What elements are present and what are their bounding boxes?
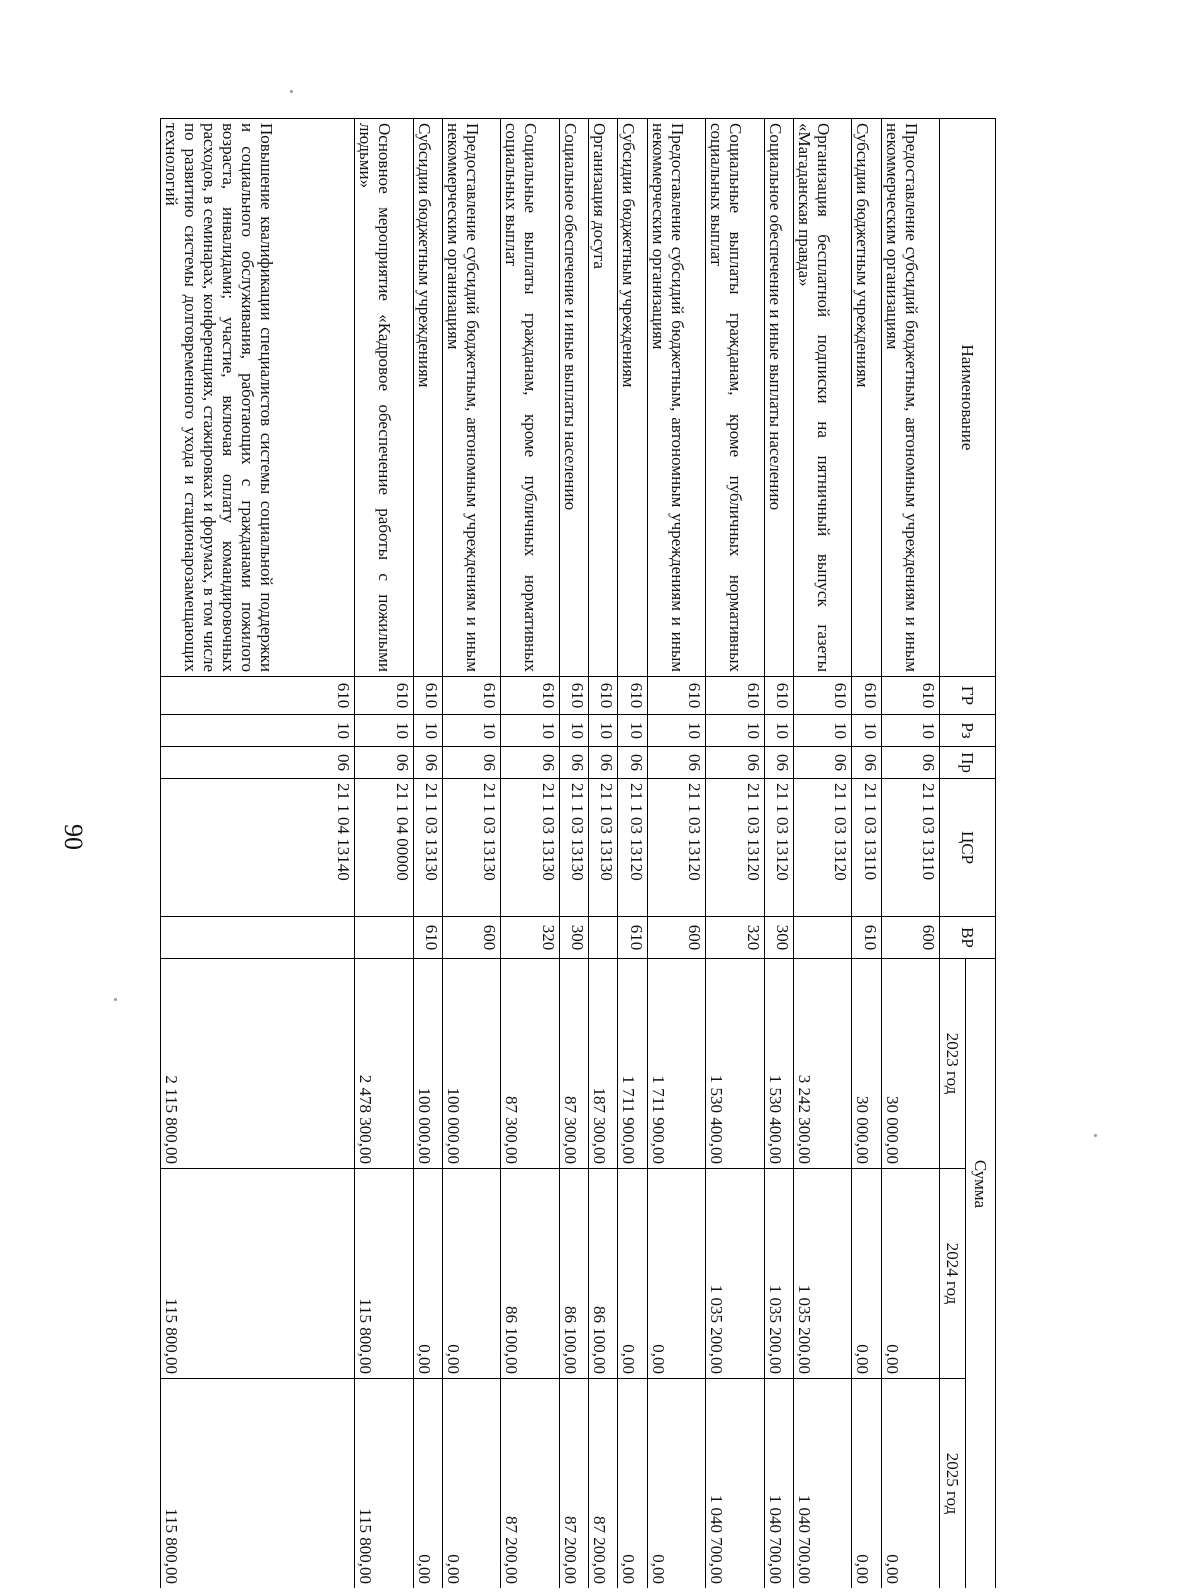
header-sum: Сумма bbox=[966, 959, 996, 1589]
cell-pr: 06 bbox=[618, 747, 647, 779]
cell-2025: 0,00 bbox=[618, 1379, 647, 1589]
cell-name: Организация бесплатной подписки на пятничный выпуск газеты «Магаданская правда» bbox=[793, 119, 851, 677]
table-row bbox=[161, 119, 355, 1589]
table-body bbox=[161, 119, 940, 1589]
table-row bbox=[355, 119, 413, 1589]
header-pr: Пр bbox=[940, 747, 996, 779]
cell-2025: 1 040 700,00 bbox=[764, 1379, 793, 1589]
cell-2025: 87 200,00 bbox=[589, 1379, 618, 1589]
cell-2023: 1 711 900,00 bbox=[618, 959, 647, 1169]
header-2025: 2025 год bbox=[940, 1379, 966, 1589]
cell-2024: 0,00 bbox=[442, 1169, 500, 1379]
cell-2024: 115 800,00 bbox=[161, 1169, 355, 1379]
cell-rz: 10 bbox=[442, 715, 500, 747]
cell-vr: 300 bbox=[764, 917, 793, 959]
cell-rz: 10 bbox=[764, 715, 793, 747]
cell-2024: 86 100,00 bbox=[559, 1169, 588, 1379]
cell-csr: 21 1 03 13130 bbox=[589, 779, 618, 917]
header-2024: 2024 год bbox=[940, 1169, 966, 1379]
cell-rz: 10 bbox=[413, 715, 442, 747]
table-row bbox=[793, 119, 851, 1589]
cell-gr: 610 bbox=[852, 677, 881, 715]
table-row bbox=[764, 119, 793, 1589]
cell-rz: 10 bbox=[706, 715, 764, 747]
cell-pr: 06 bbox=[413, 747, 442, 779]
table-row bbox=[706, 119, 764, 1589]
cell-2023: 2 478 300,00 bbox=[355, 959, 413, 1169]
budget-table bbox=[160, 118, 996, 1588]
cell-csr: 21 1 03 13110 bbox=[852, 779, 881, 917]
cell-rz: 10 bbox=[881, 715, 939, 747]
cell-vr bbox=[793, 917, 851, 959]
header-vr: ВР bbox=[940, 917, 996, 959]
cell-pr: 06 bbox=[764, 747, 793, 779]
cell-csr: 21 1 03 13130 bbox=[559, 779, 588, 917]
cell-name: Повышение квалификации специалистов системы социальной поддержки и социального обслуживания, работающих с гражданами пожилого возраста, инвалидами; участие, включая оплату командировочных расходов, в семинарах, конференциях, стажировках и форумах, в том числе по развитию системы долговременного ухода и стационарозамещающих технологий bbox=[161, 119, 355, 677]
cell-csr: 21 1 03 13130 bbox=[442, 779, 500, 917]
cell-rz: 10 bbox=[589, 715, 618, 747]
cell-gr: 610 bbox=[793, 677, 851, 715]
rotated-table-frame bbox=[160, 118, 996, 1588]
header-2023: 2023 год bbox=[940, 959, 966, 1169]
cell-rz: 10 bbox=[852, 715, 881, 747]
cell-name: Социальные выплаты гражданам, кроме публичных нормативных социальных выплат bbox=[706, 119, 764, 677]
cell-name: Предоставление субсидий бюджетным, автономным учреждениям и иным некоммерческим организациям bbox=[647, 119, 705, 677]
cell-pr: 06 bbox=[442, 747, 500, 779]
cell-gr: 610 bbox=[764, 677, 793, 715]
cell-gr: 610 bbox=[501, 677, 559, 715]
cell-vr: 320 bbox=[706, 917, 764, 959]
cell-name: Субсидии бюджетным учреждениям bbox=[413, 119, 442, 677]
cell-2025: 115 800,00 bbox=[355, 1379, 413, 1589]
table-row bbox=[501, 119, 559, 1589]
cell-rz: 10 bbox=[161, 715, 355, 747]
cell-2025: 0,00 bbox=[413, 1379, 442, 1589]
scan-speck bbox=[114, 998, 117, 1001]
cell-gr: 610 bbox=[161, 677, 355, 715]
cell-gr: 610 bbox=[413, 677, 442, 715]
cell-2025: 115 800,00 bbox=[161, 1379, 355, 1589]
cell-rz: 10 bbox=[647, 715, 705, 747]
table-row bbox=[589, 119, 618, 1589]
cell-name: Социальное обеспечение и иные выплаты населению bbox=[764, 119, 793, 677]
cell-2025: 87 200,00 bbox=[501, 1379, 559, 1589]
cell-vr bbox=[589, 917, 618, 959]
cell-2024: 1 035 200,00 bbox=[793, 1169, 851, 1379]
table-row bbox=[559, 119, 588, 1589]
cell-gr: 610 bbox=[706, 677, 764, 715]
cell-2024: 0,00 bbox=[413, 1169, 442, 1379]
cell-2024: 0,00 bbox=[618, 1169, 647, 1379]
cell-2023: 100 000,00 bbox=[413, 959, 442, 1169]
cell-vr: 600 bbox=[881, 917, 939, 959]
scan-speck bbox=[290, 90, 293, 93]
cell-vr: 610 bbox=[852, 917, 881, 959]
cell-2024: 0,00 bbox=[852, 1169, 881, 1379]
cell-name: Предоставление субсидий бюджетным, автономным учреждениям и иным некоммерческим организациям bbox=[881, 119, 939, 677]
cell-2023: 1 530 400,00 bbox=[764, 959, 793, 1169]
cell-2023: 3 242 300,00 bbox=[793, 959, 851, 1169]
cell-gr: 610 bbox=[881, 677, 939, 715]
cell-name: Организация досуга bbox=[589, 119, 618, 677]
cell-2024: 1 035 200,00 bbox=[706, 1169, 764, 1379]
cell-pr: 06 bbox=[706, 747, 764, 779]
cell-name: Субсидии бюджетным учреждениям bbox=[852, 119, 881, 677]
cell-pr: 06 bbox=[501, 747, 559, 779]
table-row bbox=[413, 119, 442, 1589]
cell-vr: 300 bbox=[559, 917, 588, 959]
cell-pr: 06 bbox=[589, 747, 618, 779]
cell-csr: 21 1 03 13120 bbox=[764, 779, 793, 917]
cell-csr: 21 1 03 13120 bbox=[618, 779, 647, 917]
cell-2024: 0,00 bbox=[647, 1169, 705, 1379]
cell-csr: 21 1 04 13140 bbox=[161, 779, 355, 917]
table-row bbox=[618, 119, 647, 1589]
cell-rz: 10 bbox=[793, 715, 851, 747]
scan-speck bbox=[1094, 1134, 1097, 1137]
cell-2023: 30 000,00 bbox=[881, 959, 939, 1169]
cell-name: Предоставление субсидий бюджетным, автономным учреждениям и иным некоммерческим организациям bbox=[442, 119, 500, 677]
cell-2024: 86 100,00 bbox=[589, 1169, 618, 1379]
cell-2023: 30 000,00 bbox=[852, 959, 881, 1169]
cell-pr: 06 bbox=[559, 747, 588, 779]
cell-2023: 87 300,00 bbox=[559, 959, 588, 1169]
cell-name: Социальные выплаты гражданам, кроме публичных нормативных социальных выплат bbox=[501, 119, 559, 677]
cell-csr: 21 1 03 13120 bbox=[793, 779, 851, 917]
cell-rz: 10 bbox=[501, 715, 559, 747]
table-row bbox=[852, 119, 881, 1589]
cell-name: Социальное обеспечение и иные выплаты населению bbox=[559, 119, 588, 677]
cell-2024: 0,00 bbox=[881, 1169, 939, 1379]
cell-gr: 610 bbox=[559, 677, 588, 715]
cell-2024: 86 100,00 bbox=[501, 1169, 559, 1379]
cell-rz: 10 bbox=[618, 715, 647, 747]
cell-2025: 0,00 bbox=[852, 1379, 881, 1589]
cell-vr: 610 bbox=[618, 917, 647, 959]
cell-pr: 06 bbox=[355, 747, 413, 779]
cell-2023: 1 530 400,00 bbox=[706, 959, 764, 1169]
cell-gr: 610 bbox=[589, 677, 618, 715]
cell-vr: 610 bbox=[413, 917, 442, 959]
cell-2025: 0,00 bbox=[442, 1379, 500, 1589]
cell-rz: 10 bbox=[355, 715, 413, 747]
cell-gr: 610 bbox=[647, 677, 705, 715]
cell-2025: 0,00 bbox=[881, 1379, 939, 1589]
table-row bbox=[442, 119, 500, 1589]
cell-2023: 100 000,00 bbox=[442, 959, 500, 1169]
cell-csr: 21 1 03 13120 bbox=[647, 779, 705, 917]
cell-csr: 21 1 04 00000 bbox=[355, 779, 413, 917]
table-row bbox=[647, 119, 705, 1589]
cell-2025: 1 040 700,00 bbox=[793, 1379, 851, 1589]
cell-vr: 320 bbox=[501, 917, 559, 959]
table-row bbox=[881, 119, 939, 1589]
cell-csr: 21 1 03 13130 bbox=[413, 779, 442, 917]
cell-pr: 06 bbox=[881, 747, 939, 779]
cell-csr: 21 1 03 13110 bbox=[881, 779, 939, 917]
cell-2023: 2 115 800,00 bbox=[161, 959, 355, 1169]
cell-2023: 87 300,00 bbox=[501, 959, 559, 1169]
cell-csr: 21 1 03 13130 bbox=[501, 779, 559, 917]
cell-gr: 610 bbox=[618, 677, 647, 715]
header-name: Наименование bbox=[940, 119, 996, 677]
cell-pr: 06 bbox=[161, 747, 355, 779]
cell-2023: 1 711 900,00 bbox=[647, 959, 705, 1169]
header-rz: Рз bbox=[940, 715, 996, 747]
cell-2025: 1 040 700,00 bbox=[706, 1379, 764, 1589]
cell-gr: 610 bbox=[355, 677, 413, 715]
cell-2025: 87 200,00 bbox=[559, 1379, 588, 1589]
cell-vr bbox=[355, 917, 413, 959]
cell-gr: 610 bbox=[442, 677, 500, 715]
cell-2024: 115 800,00 bbox=[355, 1169, 413, 1379]
cell-pr: 06 bbox=[793, 747, 851, 779]
cell-csr: 21 1 03 13120 bbox=[706, 779, 764, 917]
cell-name: Субсидии бюджетным учреждениям bbox=[618, 119, 647, 677]
cell-vr bbox=[161, 917, 355, 959]
cell-2024: 1 035 200,00 bbox=[764, 1169, 793, 1379]
header-csr: ЦСР bbox=[940, 779, 996, 917]
cell-pr: 06 bbox=[852, 747, 881, 779]
cell-name: Основное мероприятие «Кадровое обеспечение работы с пожилыми людьми» bbox=[355, 119, 413, 677]
cell-vr: 600 bbox=[647, 917, 705, 959]
header-gr: ГР bbox=[940, 677, 996, 715]
page-number: 90 bbox=[59, 824, 88, 850]
cell-2023: 187 300,00 bbox=[589, 959, 618, 1169]
cell-vr: 600 bbox=[442, 917, 500, 959]
cell-pr: 06 bbox=[647, 747, 705, 779]
cell-2025: 0,00 bbox=[647, 1379, 705, 1589]
cell-rz: 10 bbox=[559, 715, 588, 747]
